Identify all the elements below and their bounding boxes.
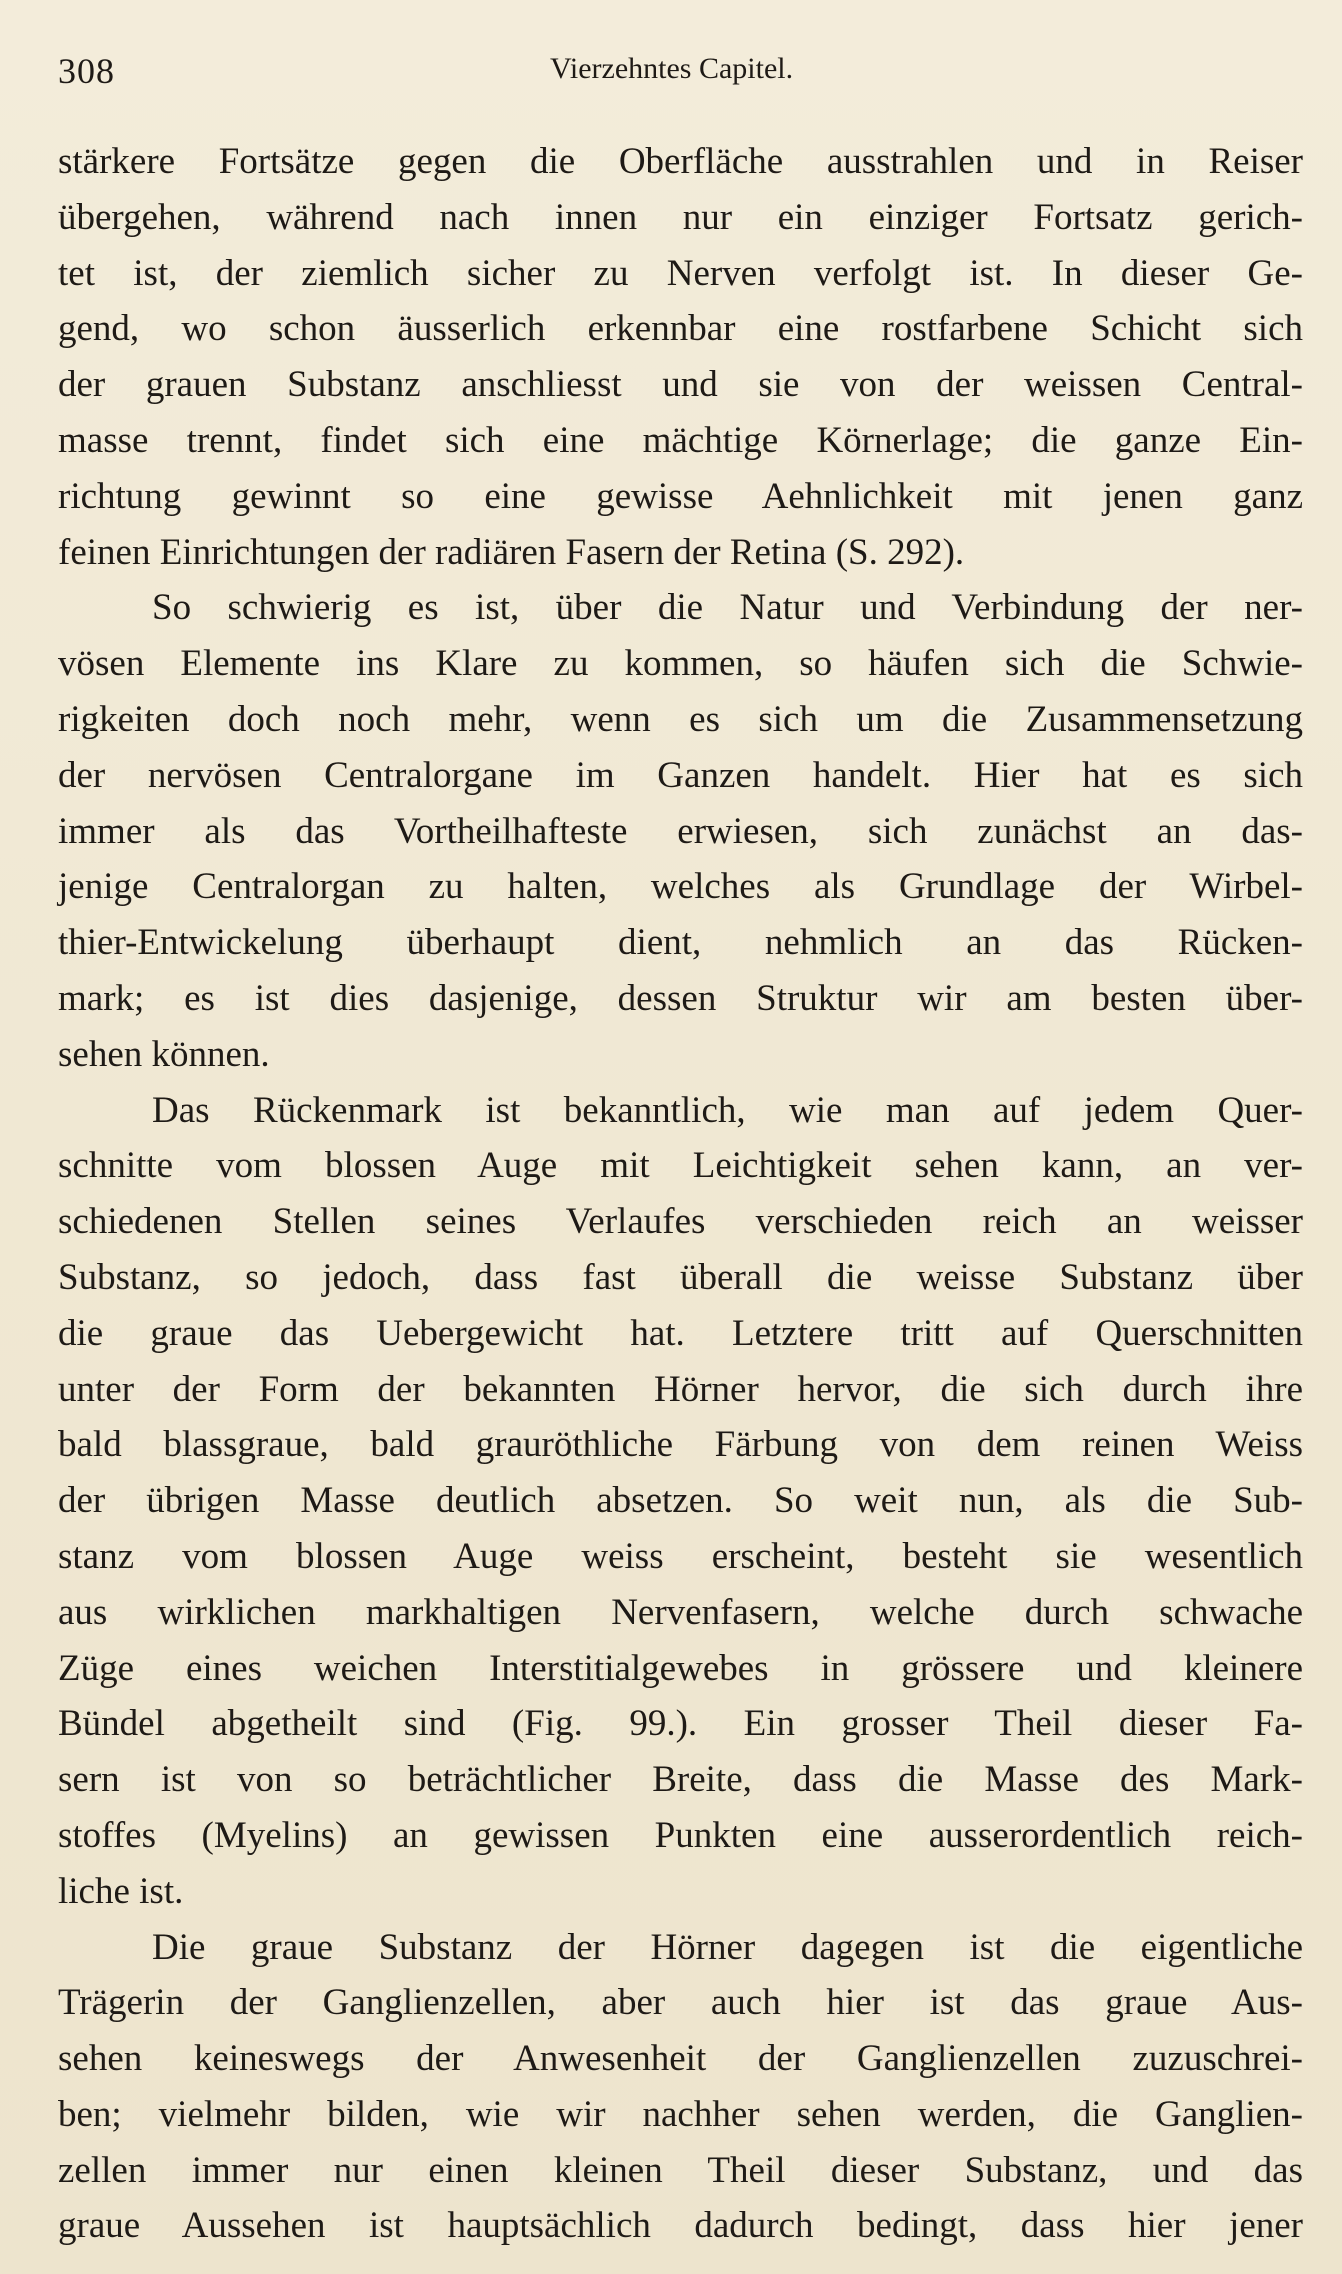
text-line: jenige Centralorgan zu halten, welches als Grundlage der Wirbel- (58, 866, 1303, 908)
text-line: tet ist, der ziemlich sicher zu Nerven verfolgt ist. In dieser Ge- (58, 252, 1303, 294)
text-line: So schwierig es ist, über die Natur und Verbindung der ner- (152, 587, 1303, 629)
body-text (58, 134, 1303, 2254)
text-line: bald blassgraue, bald grauröthliche Färbung von dem reinen Weiss (58, 1424, 1303, 1466)
text-line: rigkeiten doch noch mehr, wenn es sich um die Zusammensetzung (58, 698, 1303, 740)
text-line: thier-Entwickelung überhaupt dient, nehmlich an das Rücken- (58, 922, 1303, 964)
text-line: der übrigen Masse deutlich absetzen. So weit nun, als die Sub- (58, 1480, 1303, 1522)
text-line: aus wirklichen markhaltigen Nervenfasern, welche durch schwache (58, 1591, 1303, 1633)
text-line: Trägerin der Ganglienzellen, aber auch hier ist das graue Aus- (58, 1982, 1303, 2024)
text-line: schiedenen Stellen seines Verlaufes verschieden reich an weisser (58, 1201, 1303, 1243)
text-line: feinen Einrichtungen der radiären Fasern der Retina (S. 292). (58, 531, 965, 573)
text-line: graue Aussehen ist hauptsächlich dadurch bedingt, dass hier jener (58, 2205, 1303, 2247)
text-line: masse trennt, findet sich eine mächtige Körnerlage; die ganze Ein- (58, 419, 1303, 461)
text-line: sern ist von so beträchtlicher Breite, dass die Masse des Mark- (58, 1759, 1303, 1801)
text-line: ben; vielmehr bilden, wie wir nachher sehen werden, die Ganglien- (58, 2093, 1303, 2135)
page-header (58, 50, 1298, 100)
text-line: der grauen Substanz anschliesst und sie von der weissen Central- (58, 364, 1303, 406)
text-line: unter der Form der bekannten Hörner hervor, die sich durch ihre (58, 1368, 1303, 1410)
text-line: Züge eines weichen Interstitialgewebes in grössere und kleinere (58, 1647, 1303, 1689)
text-line: gend, wo schon äusserlich erkennbar eine rostfarbene Schicht sich (58, 308, 1303, 350)
text-line: vösen Elemente ins Klare zu kommen, so häufen sich die Schwie- (58, 643, 1303, 685)
text-line: übergehen, während nach innen nur ein einziger Fortsatz gerich- (58, 196, 1303, 238)
text-line: stanz vom blossen Auge weiss erscheint, besteht sie wesentlich (58, 1535, 1303, 1577)
text-line: Die graue Substanz der Hörner dagegen ist die eigentliche (152, 1926, 1303, 1968)
text-line: stärkere Fortsätze gegen die Oberfläche ausstrahlen und in Reiser (58, 141, 1303, 182)
running-title: Vierzehntes Capitel. (550, 52, 794, 85)
text-line: sehen keineswegs der Anwesenheit der Ganglienzellen zuzuschrei- (58, 2038, 1303, 2080)
text-line: zellen immer nur einen kleinen Theil dieser Substanz, und das (58, 2149, 1303, 2191)
text-line: Das Rückenmark ist bekanntlich, wie man auf jedem Quer- (152, 1089, 1303, 1131)
text-line: die graue das Uebergewicht hat. Letztere tritt auf Querschnitten (58, 1312, 1303, 1354)
text-line: der nervösen Centralorgane im Ganzen handelt. Hier hat es sich (58, 754, 1303, 796)
text-line: richtung gewinnt so eine gewisse Aehnlichkeit mit jenen ganz (58, 475, 1303, 517)
page-number: 308 (58, 51, 115, 91)
text-line: Bündel abgetheilt sind (Fig. 99.). Ein grosser Theil dieser Fa- (58, 1703, 1303, 1745)
text-line: stoffes (Myelins) an gewissen Punkten eine ausserordentlich reich- (58, 1814, 1303, 1856)
text-line: mark; es ist dies dasjenige, dessen Struktur wir am besten über- (58, 977, 1303, 1019)
text-line: Substanz, so jedoch, dass fast überall die weisse Substanz über (58, 1256, 1303, 1298)
text-line: liche ist. (58, 1870, 184, 1912)
text-line: immer als das Vortheilhafteste erwiesen, sich zunächst an das- (58, 810, 1303, 852)
text-line: schnitte vom blossen Auge mit Leichtigkeit sehen kann, an ver- (58, 1145, 1303, 1187)
text-line: sehen können. (58, 1033, 270, 1075)
